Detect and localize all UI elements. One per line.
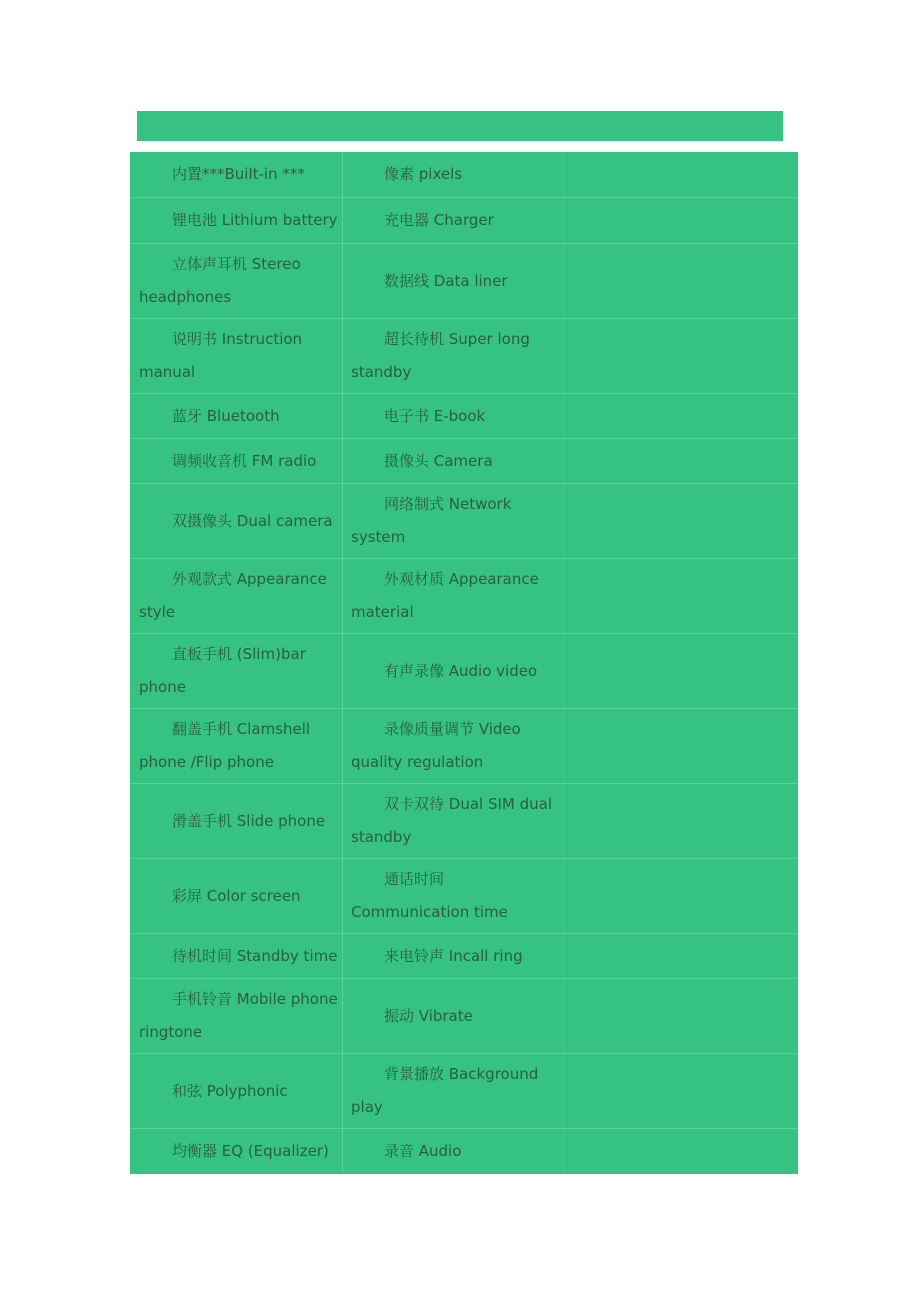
empty-cell — [563, 244, 798, 318]
term-cell-right — [343, 394, 563, 438]
term-text: 蓝牙 Bluetooth — [172, 406, 280, 425]
table-row — [130, 1128, 798, 1173]
term-text: 和弦 Polyphonic — [172, 1081, 288, 1100]
term-cell-left — [130, 394, 343, 438]
term-cell-right — [343, 1054, 563, 1128]
term-cell-left — [130, 319, 343, 393]
term-text: 彩屏 Color screen — [172, 886, 301, 905]
term-cell-left — [130, 1054, 343, 1128]
table-row — [130, 197, 798, 243]
empty-cell — [563, 979, 798, 1053]
term-text: 锂电池 Lithium battery — [172, 211, 338, 229]
term-text: 双摄像头 Dual camera — [172, 511, 333, 530]
term-cell-right — [343, 244, 563, 318]
term-cell-right — [343, 152, 563, 197]
table-row — [130, 558, 798, 633]
term-text: 外观材质 Appearance material — [351, 570, 539, 621]
table-row — [130, 633, 798, 708]
term-text: 摄像头 Camera — [384, 451, 493, 470]
empty-cell — [563, 152, 798, 197]
term-text: 外观款式 Appearance style — [139, 570, 327, 621]
term-text: 录像质量调节 Video quality regulation — [351, 720, 521, 771]
table-row — [130, 243, 798, 318]
empty-cell — [563, 319, 798, 393]
term-text: 背景播放 Background play — [351, 1065, 539, 1116]
term-cell-right — [343, 709, 563, 783]
term-cell-right — [343, 439, 563, 483]
empty-cell — [563, 784, 798, 858]
term-text: 通话时间 Communication time — [351, 870, 508, 921]
term-cell-right — [343, 784, 563, 858]
table-row — [130, 393, 798, 438]
table-row — [130, 483, 798, 558]
table-row — [130, 438, 798, 483]
glossary-table — [130, 152, 798, 1174]
term-text: 手机铃音 Mobile phone ringtone — [139, 990, 338, 1041]
term-cell-left — [130, 559, 343, 633]
term-text: 滑盖手机 Slide phone — [172, 811, 326, 830]
table-row — [130, 318, 798, 393]
term-text: 数据线 Data liner — [384, 271, 508, 290]
term-text: 调频收音机 FM radio — [172, 451, 317, 470]
term-cell-left — [130, 934, 343, 978]
table-row — [130, 708, 798, 783]
term-text: 立体声耳机 Stereo headphones — [139, 255, 301, 306]
term-text: 来电铃声 Incall ring — [384, 946, 523, 965]
term-text: 像素 pixels — [384, 165, 463, 183]
table-row — [130, 978, 798, 1053]
term-cell-right — [343, 634, 563, 708]
term-text: 有声录像 Audio video — [384, 661, 538, 680]
term-text: 双卡双待 Dual SIM dual standby — [351, 795, 552, 846]
term-cell-left — [130, 979, 343, 1053]
title-bar — [137, 111, 783, 141]
table-row — [130, 1053, 798, 1128]
term-text: 待机时间 Standby time — [172, 946, 338, 965]
term-text: 均衡器 EQ (Equalizer) — [172, 1141, 329, 1160]
table-row — [130, 152, 798, 197]
term-cell-left — [130, 152, 343, 197]
term-cell-left — [130, 634, 343, 708]
term-text: 内置***Built-in *** — [172, 165, 305, 183]
term-text: 超长待机 Super long standby — [351, 330, 530, 381]
term-text: 振动 Vibrate — [384, 1006, 473, 1025]
term-cell-right — [343, 559, 563, 633]
term-cell-right — [343, 1129, 563, 1173]
empty-cell — [563, 934, 798, 978]
empty-cell — [563, 1129, 798, 1173]
term-text: 录音 Audio — [384, 1141, 462, 1160]
empty-cell — [563, 559, 798, 633]
term-cell-left — [130, 439, 343, 483]
term-text: 网络制式 Network system — [351, 495, 512, 546]
term-cell-right — [343, 484, 563, 558]
term-text: 说明书 Instruction manual — [139, 330, 303, 381]
term-text: 电子书 E-book — [384, 406, 486, 425]
empty-cell — [563, 484, 798, 558]
empty-cell — [563, 859, 798, 933]
term-cell-right — [343, 319, 563, 393]
term-text: 直板手机 (Slim)bar phone — [139, 645, 306, 696]
term-cell-right — [343, 979, 563, 1053]
empty-cell — [563, 394, 798, 438]
table-row — [130, 933, 798, 978]
table-row — [130, 783, 798, 858]
empty-cell — [563, 198, 798, 243]
term-text: 翻盖手机 Clamshell phone /Flip phone — [139, 720, 311, 771]
empty-cell — [563, 634, 798, 708]
term-cell-left — [130, 484, 343, 558]
table-row — [130, 858, 798, 933]
empty-cell — [563, 439, 798, 483]
term-cell-left — [130, 244, 343, 318]
empty-cell — [563, 709, 798, 783]
term-text: 充电器 Charger — [384, 211, 494, 229]
empty-cell — [563, 1054, 798, 1128]
term-cell-right — [343, 198, 563, 243]
term-cell-left — [130, 784, 343, 858]
term-cell-left — [130, 198, 343, 243]
term-cell-left — [130, 859, 343, 933]
term-cell-right — [343, 859, 563, 933]
term-cell-left — [130, 1129, 343, 1173]
term-cell-right — [343, 934, 563, 978]
term-cell-left — [130, 709, 343, 783]
